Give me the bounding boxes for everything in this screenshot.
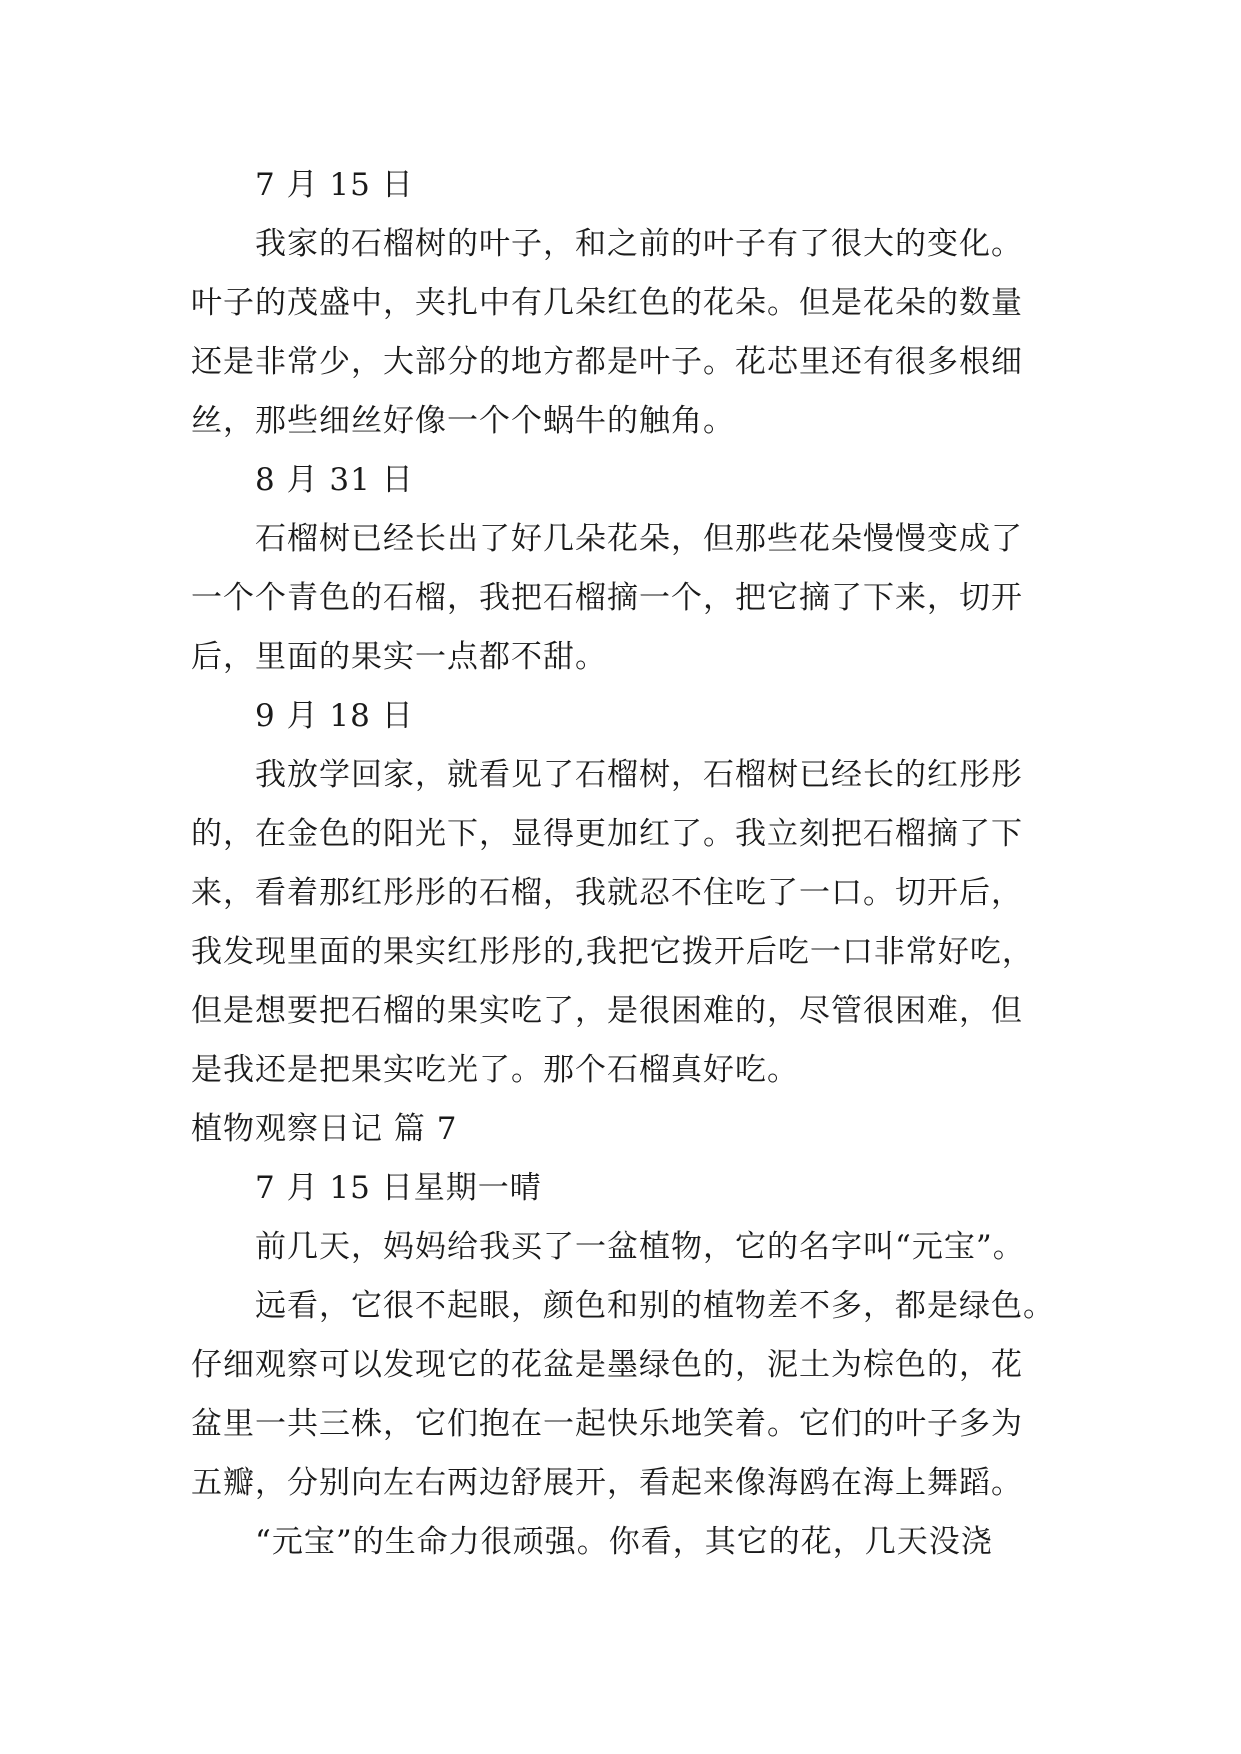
paragraph-line: 丝，那些细丝好像一个个蜗牛的触角。 [191,403,735,439]
paragraph-line: 但是想要把石榴的果实吃了，是很困难的，尽管很困难，但 [191,993,1023,1029]
paragraph-line: 仔细观察可以发现它的花盆是墨绿色的，泥土为棕色的，花 [191,1347,1023,1383]
date-heading-jul-15-monday: 7 月 15 日星期一晴 [255,1170,542,1206]
paragraph-line: “元宝”的生命力很顽强。你看，其它的花，几天没浇 [255,1524,993,1560]
date-heading-aug-31: 8 月 31 日 [255,462,414,498]
paragraph-line: 五瓣，分别向左右两边舒展开，看起来像海鸥在海上舞蹈。 [191,1465,1023,1501]
paragraph-line: 我放学回家，就看见了石榴树，石榴树已经长的红彤彤 [255,757,1023,793]
document-body [191,156,1071,1572]
paragraph-line: 叶子的茂盛中，夹扎中有几朵红色的花朵。但是花朵的数量 [191,285,1023,321]
paragraph-line: 我家的石榴树的叶子，和之前的叶子有了很大的变化。 [255,226,1023,262]
paragraph-line: 远看，它很不起眼，颜色和别的植物差不多，都是绿色。 [255,1288,1055,1324]
paragraph-line: 是我还是把果实吃光了。那个石榴真好吃。 [191,1052,799,1088]
paragraph-line: 来，看着那红彤彤的石榴，我就忍不住吃了一口。切开后， [191,875,1023,911]
paragraph-line: 前几天，妈妈给我买了一盆植物，它的名字叫“元宝”。 [255,1229,1025,1265]
paragraph-line: 后，里面的果实一点都不甜。 [191,639,607,675]
paragraph-line: 一个个青色的石榴，我把石榴摘一个，把它摘了下来，切开 [191,580,1023,616]
section-title: 植物观察日记 篇 7 [191,1111,458,1147]
date-heading-sep-18: 9 月 18 日 [255,698,414,734]
paragraph-line: 的，在金色的阳光下，显得更加红了。我立刻把石榴摘了下 [191,816,1023,852]
paragraph-line: 石榴树已经长出了好几朵花朵，但那些花朵慢慢变成了 [255,521,1023,557]
date-heading-jul-15: 7 月 15 日 [255,167,414,203]
paragraph-line: 还是非常少，大部分的地方都是叶子。花芯里还有很多根细 [191,344,1023,380]
paragraph-line: 盆里一共三株，它们抱在一起快乐地笑着。它们的叶子多为 [191,1406,1023,1442]
paragraph-line: 我发现里面的果实红彤彤的,我把它拨开后吃一口非常好吃， [191,934,1034,970]
